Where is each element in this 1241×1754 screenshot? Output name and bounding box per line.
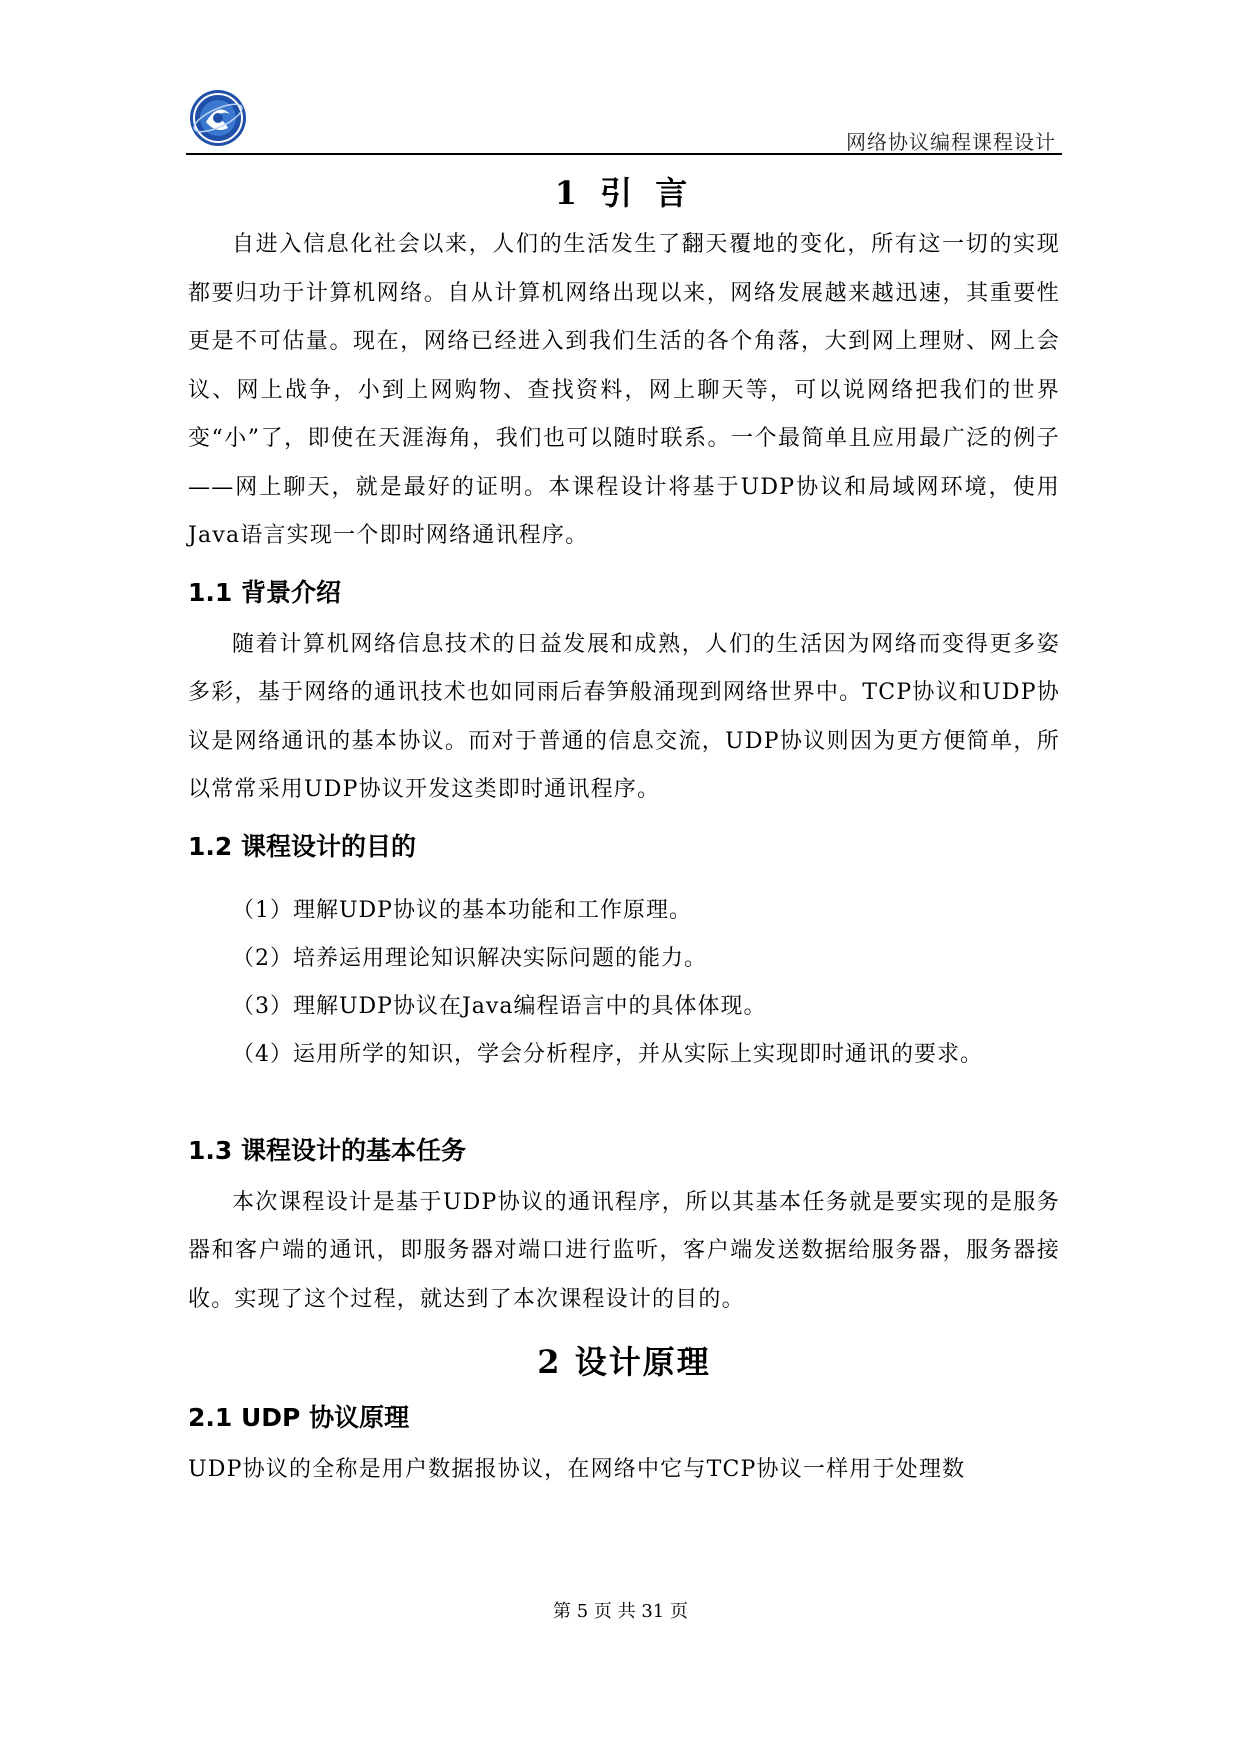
header-divider [186,153,1062,155]
objectives-list [188,887,1060,1079]
section-1-3-title: 1.3 课程设计的基本任务 [188,1135,466,1165]
section-2-1-title: 2.1 UDP 协议原理 [188,1403,410,1432]
header-title: 网络协议编程课程设计 [846,130,1056,154]
chapter-1-intro-paragraph: 自进入信息化社会以来，人们的生活发生了翻天覆地的变化，所有这一切的实现都要归功于计算机网络。自从计算机网络出现以来，网络发展越来越迅速，其重要性更是不可估量。现在，网络已经进入到我们生活的各个角落，大到网上理财、网上会议、网上战争，小到上网购物、查找资料，网上聊天等，可以说网络把我们的世界变“小”了，即使在天涯海角，我们也可以随时联系。一个最简单且应用最广泛的例子——网上聊天，就是最好的证明。本课程设计将基于UDP协议和局域网环境，使用Java语言实现一个即时网络通讯程序。 [188,232,1060,548]
section-1-1-paragraph: 随着计算机网络信息技术的日益发展和成熟，人们的生活因为网络而变得更多姿多彩，基于网络的通讯技术也如同雨后春笋般涌现到网络世界中。TCP协议和UDP协议是网络通讯的基本协议。而对于普通的信息交流，UDP协议则因为更方便简单，所以常常采用UDP协议开发这类即时通讯程序。 [188,631,1060,802]
chapter-2-title: 2 设计原理 [537,1343,711,1381]
section-2-1-paragraph: UDP协议的全称是用户数据报协议，在网络中它与TCP协议一样用于处理数 [188,1457,966,1482]
list-item: （4）运用所学的知识，学会分析程序，并从实际上实现即时通讯的要求。 [232,1041,983,1067]
chapter-1-title: 1 引 言 [554,174,694,212]
section-1-2-title: 1.2 课程设计的目的 [188,831,416,861]
page-content [188,165,1060,1495]
page-number-footer: 第 5 页 共 31 页 [553,1601,688,1622]
list-item: （3）理解UDP协议在Java编程语言中的具体体现。 [232,993,767,1019]
university-emblem-logo [188,88,248,148]
section-1-1-title: 1.1 背景介绍 [188,577,341,607]
section-1-3-paragraph: 本次课程设计是基于UDP协议的通讯程序，所以其基本任务就是要实现的是服务器和客户端的通讯，即服务器对端口进行监听，客户端发送数据给服务器，服务器接收。实现了这个过程，就达到了本次课程设计的目的。 [188,1189,1060,1312]
list-item: （1）理解UDP协议的基本功能和工作原理。 [232,897,692,923]
list-item: （2）培养运用理论知识解决实际问题的能力。 [232,945,707,971]
